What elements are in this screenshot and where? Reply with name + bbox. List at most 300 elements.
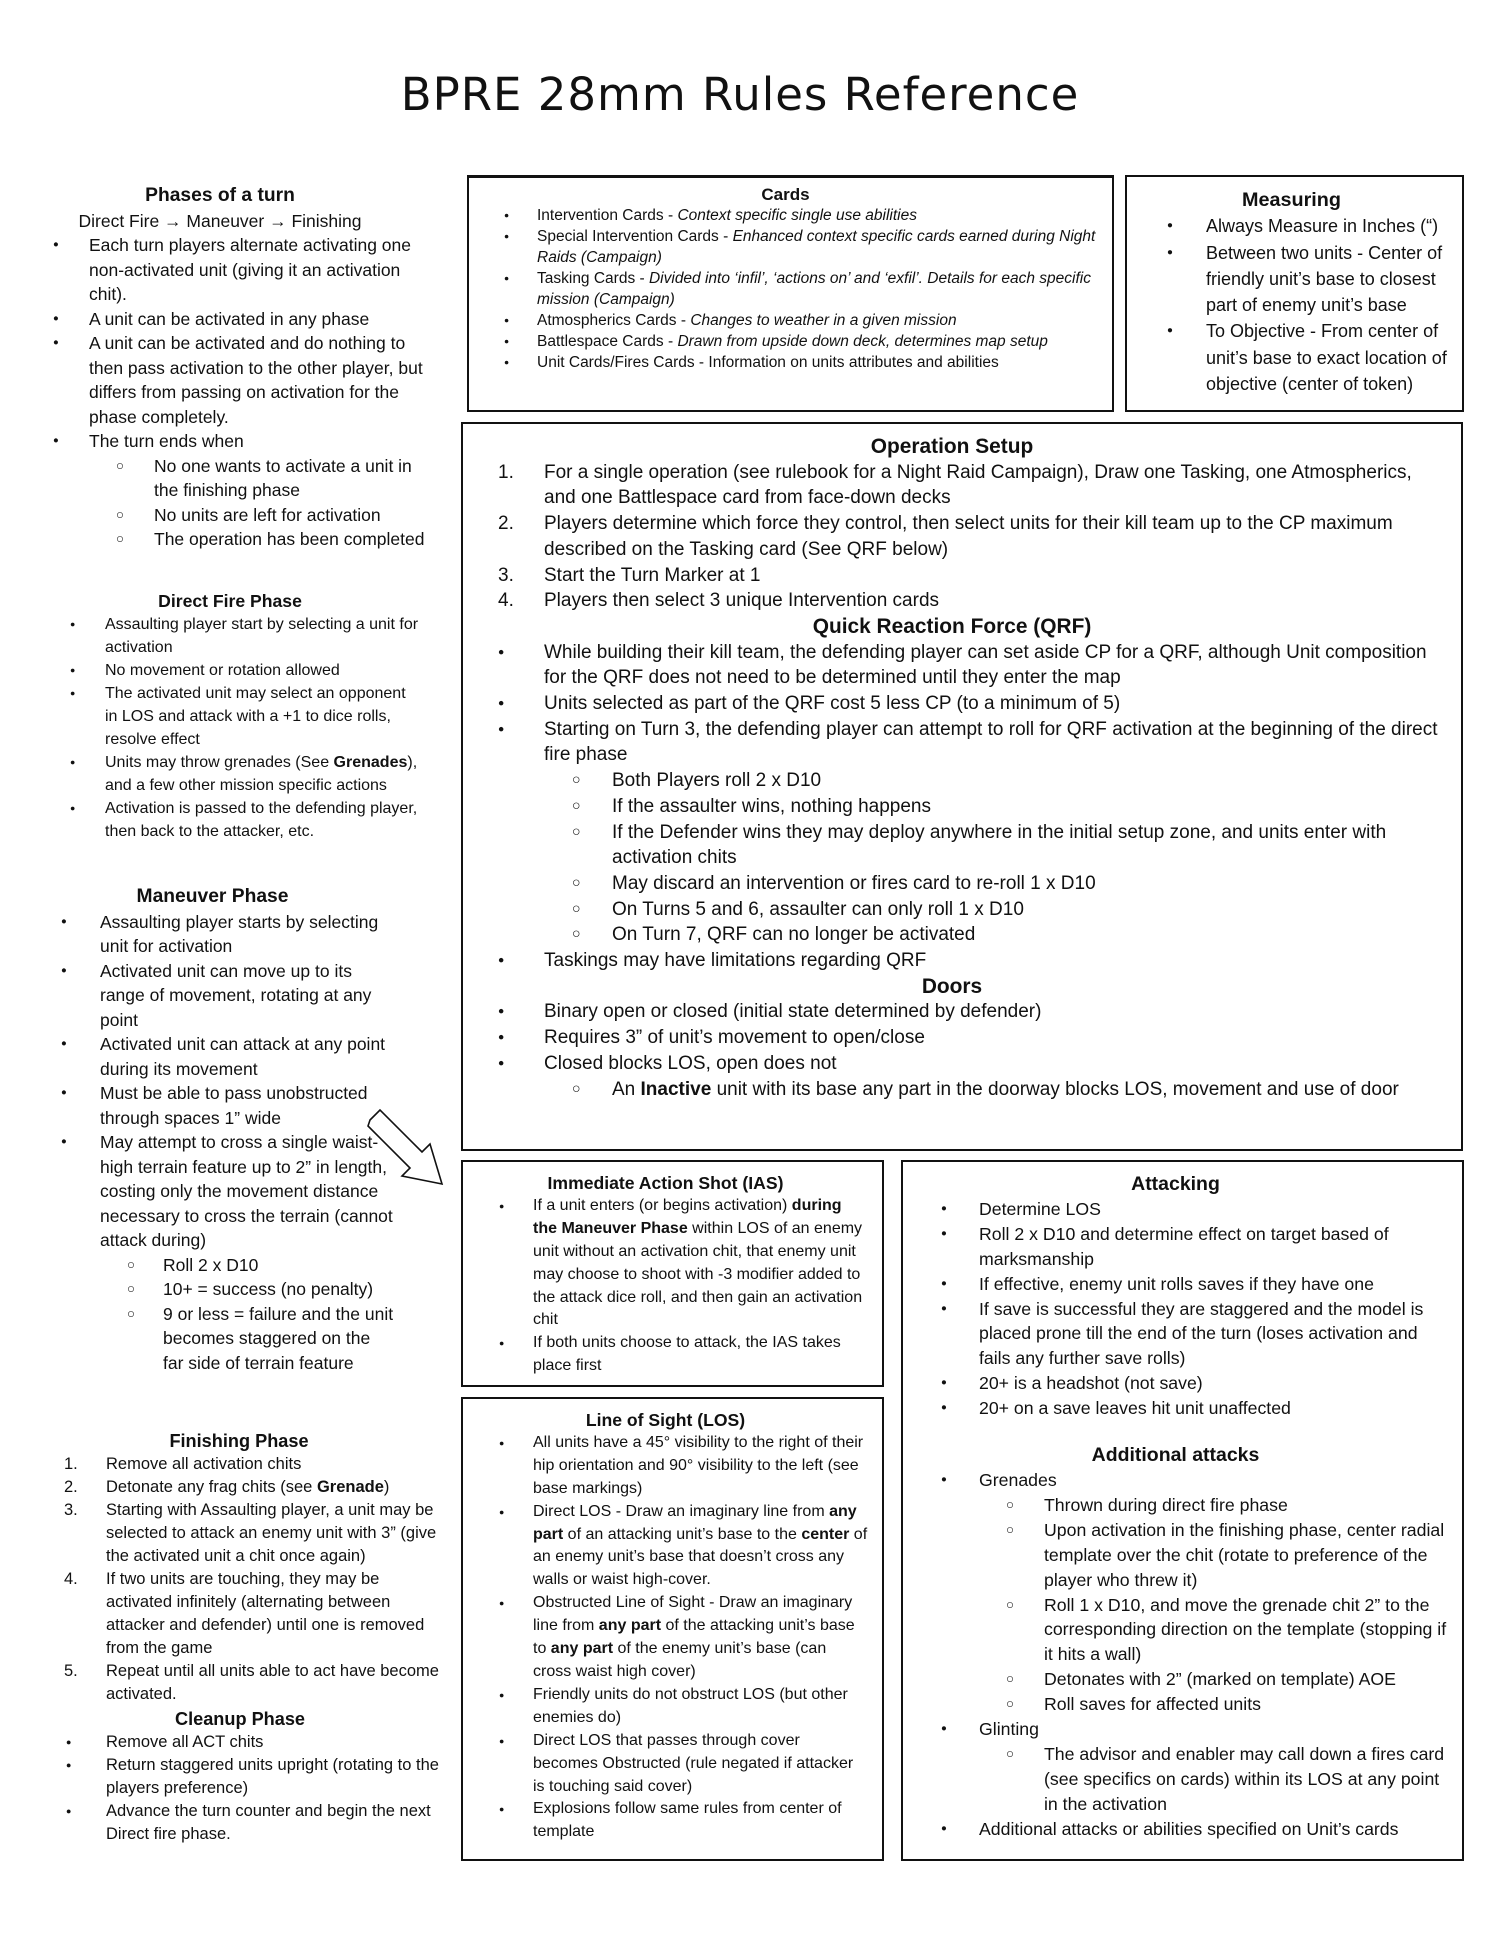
section-heading: Operation Setup xyxy=(870,435,1034,458)
list-item-text xyxy=(1206,243,1442,316)
list-item-text xyxy=(1044,1744,1444,1814)
list-item xyxy=(0,1499,440,1568)
section-heading: Immediate Action Shot (IAS) xyxy=(547,1173,784,1193)
section-heading: Cards xyxy=(761,185,810,204)
list-item-text xyxy=(154,529,424,549)
sub-list-item xyxy=(903,1692,1448,1717)
list-item xyxy=(0,959,395,1033)
list-item xyxy=(463,1798,868,1844)
text-run: If save is successful they are staggered and the model is placed prone till the end of the turn (loses activation and fails any further save rolls) xyxy=(979,1298,1424,1369)
text-run: Detonate any frag chits (see xyxy=(106,1478,317,1496)
text-run: If two units are touching, they may be activated infinitely (alternating between attacker and defender) until one is removed from the game xyxy=(106,1570,425,1657)
list-item-text xyxy=(1044,1495,1288,1515)
text-run: Binary open or closed (initial state determined by defender) xyxy=(544,1001,1042,1023)
text-run: Taskings may have limitations regarding QRF xyxy=(544,950,927,972)
circle-bullet-icon: ○ xyxy=(572,900,581,917)
text-run: The operation has been completed xyxy=(154,529,425,549)
text-run: Divided into ‘infil’, ‘actions on’ and ‘exfil’. Details for each specific mission (Campaign) xyxy=(537,270,1091,308)
text-run: ), and a few other mission specific actions xyxy=(105,754,418,794)
text-run: The activated unit may select an opponent in LOS and attack with a +1 to dice rolls, resolve effect xyxy=(105,685,406,748)
list-item xyxy=(903,1468,1448,1493)
list-item-text xyxy=(537,270,1091,308)
list-item-text xyxy=(544,693,1120,714)
text-run: center xyxy=(801,1525,850,1543)
operation-setup-box xyxy=(461,422,1463,1151)
text-run: While building their kill team, the defending player can set aside CP for a QRF, although Unit composition for the QRF does not need to be determined until they enter the map xyxy=(544,641,1427,689)
text-run: Must be able to pass unobstructed through spaces 1” wide xyxy=(100,1083,368,1128)
list-item-text xyxy=(106,1756,439,1797)
direct-fire-phase-section xyxy=(0,590,420,843)
list-item xyxy=(0,1453,440,1476)
bullet-icon: ● xyxy=(499,1437,505,1448)
text-run: Players determine which force they control, then select units for their kill team up to the CP maximum described on the Tasking card (See QRF below) xyxy=(544,513,1393,560)
text-run: Each turn players alternate activating one non-activated unit (giving it an activation chit). xyxy=(89,235,411,304)
section-heading: Doors xyxy=(921,974,983,998)
list-item xyxy=(0,331,440,429)
list-item-text xyxy=(544,565,760,586)
list-item xyxy=(0,910,395,959)
list-item-text xyxy=(544,719,1438,766)
text-run: Advance the turn counter and begin the next Direct fire phase. xyxy=(106,1802,431,1843)
circle-bullet-icon: ○ xyxy=(127,1256,135,1272)
list-item xyxy=(1127,213,1456,239)
list-item-text xyxy=(544,1053,837,1074)
list-item-text xyxy=(154,505,381,525)
list-item-text xyxy=(533,1434,863,1497)
text-run: Roll 1 x D10, and move the grenade chit 2” to the corresponding direction on the template (stopping if it hits a wall) xyxy=(1044,1594,1447,1665)
list-item-text xyxy=(1044,1595,1446,1665)
circle-bullet-icon: ○ xyxy=(116,457,124,473)
list-item-text xyxy=(100,1132,393,1250)
sub-list-item xyxy=(903,1593,1448,1668)
list-item-text xyxy=(106,1662,439,1703)
text-run: Battlespace Cards - xyxy=(537,333,678,350)
text-run: Glinting xyxy=(979,1719,1039,1740)
text-run: Atmospherics Cards - xyxy=(537,312,691,329)
list-item xyxy=(463,691,1441,717)
bullet-icon: ● xyxy=(70,757,76,767)
bullet-icon: ● xyxy=(70,688,76,698)
list-item xyxy=(463,1501,868,1593)
list-item-text xyxy=(89,431,244,451)
circle-bullet-icon: ○ xyxy=(116,531,124,546)
text-run: The turn ends when xyxy=(89,431,244,451)
list-item-text xyxy=(979,1719,1039,1739)
list-item xyxy=(463,1051,1441,1077)
text-run: If both units choose to attack, the IAS takes place first xyxy=(533,1334,841,1375)
text-run: Activated unit can move up to its range of movement, rotating at any point xyxy=(100,960,372,1030)
ias-section xyxy=(463,1172,868,1378)
text-run: Upon activation in the finishing phase, center radial template over the chit (rotate to preference of the player who threw it) xyxy=(1044,1519,1445,1590)
sub-list-item xyxy=(463,820,1441,871)
text-run: Grenade xyxy=(316,1478,384,1496)
list-item xyxy=(0,1032,395,1081)
list-item-text xyxy=(612,1079,1399,1100)
list-item xyxy=(0,1476,440,1499)
list-item xyxy=(903,1817,1448,1842)
maneuver-phase-section xyxy=(0,885,395,1375)
bullet-icon: ● xyxy=(499,1338,505,1349)
list-item-text xyxy=(106,1802,431,1843)
list-item-text xyxy=(544,950,926,971)
text-run: any part xyxy=(533,1502,857,1543)
text-run: Intervention Cards - xyxy=(537,207,678,224)
list-item xyxy=(0,659,420,682)
list-item-text xyxy=(105,800,417,840)
list-item xyxy=(903,1222,1448,1272)
list-item xyxy=(463,1025,1441,1051)
bullet-icon: ● xyxy=(53,312,59,324)
bullet-icon: ● xyxy=(70,665,76,675)
list-item xyxy=(0,1081,395,1130)
text-run: Explosions follow same rules from center of template xyxy=(533,1800,842,1841)
bullet-icon: ● xyxy=(70,619,76,629)
text-run: Enhanced context specific cards earned during Night Raids (Campaign) xyxy=(537,228,1096,266)
circle-bullet-icon: ○ xyxy=(572,1080,581,1097)
bullet-icon: ● xyxy=(499,1735,505,1746)
list-item-text xyxy=(544,590,939,611)
list-item xyxy=(463,563,1441,589)
text-run: Determine LOS xyxy=(979,1198,1101,1219)
section-heading: Phases of a turn xyxy=(145,185,295,206)
attacking-box xyxy=(901,1160,1464,1861)
list-item xyxy=(463,999,1441,1025)
list-item xyxy=(0,797,420,843)
text-run: If the assaulter wins, nothing happens xyxy=(612,795,931,817)
list-item xyxy=(0,751,420,797)
list-item xyxy=(0,1731,440,1754)
circle-bullet-icon: ○ xyxy=(1006,1745,1015,1761)
bullet-icon: ● xyxy=(504,336,510,346)
list-item-text xyxy=(533,1732,853,1795)
bullet-icon: ● xyxy=(498,1006,505,1018)
text-run: Players then select 3 unique Intervention cards xyxy=(544,590,940,612)
list-item-text xyxy=(1044,1520,1444,1590)
list-item-text xyxy=(544,513,1393,560)
list-item xyxy=(469,331,1102,352)
text-run: Direct LOS that passes through cover becomes Obstructed (rule negated if attacker is touching said cover) xyxy=(533,1731,854,1795)
text-run: Drawn from upside down deck, determines map setup xyxy=(677,333,1048,350)
section-subtitle: Direct Fire → Maneuver → Finishing xyxy=(78,210,362,231)
bullet-icon: ● xyxy=(941,1822,947,1834)
operation-setup-section xyxy=(463,434,1441,614)
bullet-icon: ● xyxy=(941,1473,947,1485)
text-run: Thrown during direct fire phase xyxy=(1044,1494,1288,1515)
bullet-icon: ● xyxy=(499,1804,505,1815)
list-item-text xyxy=(105,685,406,748)
text-run: No movement or rotation allowed xyxy=(105,662,340,679)
bullet-icon: ● xyxy=(941,1402,947,1414)
sub-list-item xyxy=(903,1493,1448,1518)
text-run: Detonates with 2” (marked on template) AOE xyxy=(1044,1669,1396,1690)
text-run: Units may throw grenades (See xyxy=(105,754,334,771)
list-item-text xyxy=(612,899,1024,920)
list-item-text xyxy=(89,235,411,304)
bullet-icon: ● xyxy=(61,915,67,927)
text-run: Requires 3” of unit’s movement to open/close xyxy=(544,1027,925,1049)
circle-bullet-icon: ○ xyxy=(127,1305,135,1321)
text-run: within LOS of an enemy unit without an activation chit, that enemy unit may choose to shoot with -3 modifier added to the attack dice roll, and then gain an activation chit xyxy=(533,1219,863,1329)
circle-bullet-icon: ○ xyxy=(1006,1596,1015,1612)
circle-bullet-icon: ○ xyxy=(116,506,124,522)
text-run: For a single operation (see rulebook for a Night Raid Campaign), Draw one Tasking, one Atmospherics, and one Battlespace card from face-down decks xyxy=(544,461,1412,509)
section-heading: Direct Fire Phase xyxy=(158,591,302,611)
text-run: Unit Cards/Fires Cards - Information on units attributes and abilities xyxy=(537,354,999,371)
text-run: Both Players roll 2 x D10 xyxy=(612,770,822,792)
list-item-text xyxy=(533,1800,842,1840)
list-item xyxy=(463,1332,868,1378)
bullet-icon: ● xyxy=(504,357,510,367)
text-run: A unit can be activated and do nothing to then pass activation to the other player, but differs from passing on activation for the phase completely. xyxy=(89,333,423,427)
bullet-icon: ● xyxy=(504,315,510,325)
list-item xyxy=(469,205,1102,226)
list-item xyxy=(463,1684,868,1730)
text-run: Inactive xyxy=(640,1078,712,1100)
list-item xyxy=(0,1660,440,1706)
bullet-icon: ● xyxy=(70,803,76,813)
list-item-text xyxy=(537,333,1048,350)
list-item-text xyxy=(106,1570,424,1657)
section-heading: Finishing Phase xyxy=(169,1431,309,1451)
list-number: 3. xyxy=(64,1501,78,1519)
bullet-icon: ● xyxy=(1167,246,1173,258)
bullet-icon: ● xyxy=(941,1377,947,1389)
bullet-icon: ● xyxy=(499,1506,505,1517)
list-item-text xyxy=(100,912,378,957)
list-item xyxy=(463,511,1441,562)
list-item xyxy=(0,1130,395,1253)
sub-list-item xyxy=(0,1302,395,1376)
list-item xyxy=(463,717,1441,768)
sub-list-item xyxy=(0,503,440,528)
circle-bullet-icon: ○ xyxy=(127,1281,135,1296)
measuring-box xyxy=(1125,175,1464,412)
list-item-text xyxy=(154,456,412,501)
bullet-icon: ● xyxy=(499,1689,505,1700)
bullet-icon: ● xyxy=(499,1598,505,1609)
list-item-text xyxy=(979,1274,1374,1294)
list-item-text xyxy=(163,1255,258,1275)
bullet-icon: ● xyxy=(66,1760,72,1770)
bullet-icon: ● xyxy=(53,337,59,348)
list-item-text xyxy=(537,312,957,329)
bullet-icon: ● xyxy=(61,1136,67,1147)
text-run: Repeat until all units able to act have become activated. xyxy=(106,1662,439,1703)
circle-bullet-icon: ○ xyxy=(572,926,581,943)
list-item-text xyxy=(612,796,931,817)
list-item xyxy=(903,1717,1448,1742)
text-run: On Turn 7, QRF can no longer be activated xyxy=(612,924,976,946)
list-item xyxy=(463,1730,868,1799)
text-run: An xyxy=(612,1078,641,1100)
text-run: during the Maneuver Phase xyxy=(533,1196,842,1237)
bullet-icon: ● xyxy=(66,1737,72,1747)
doors-section xyxy=(463,974,1441,1103)
list-item-text xyxy=(533,1594,855,1680)
sub-list-item xyxy=(463,794,1441,820)
list-item-text xyxy=(100,961,371,1030)
bullet-icon: ● xyxy=(498,1057,505,1069)
list-item xyxy=(0,1754,440,1800)
cards-box xyxy=(467,175,1114,412)
sub-list-item xyxy=(463,768,1441,794)
qrf-section xyxy=(463,614,1441,974)
text-run: any part xyxy=(550,1640,614,1658)
section-heading: Line of Sight (LOS) xyxy=(585,1410,746,1430)
list-item xyxy=(0,682,420,751)
list-item-text xyxy=(100,1034,385,1079)
list-item xyxy=(0,613,420,659)
text-run: of the enemy unit’s base (can cross waist high cover) xyxy=(533,1640,827,1680)
list-item-text xyxy=(106,1455,301,1473)
list-number: 1. xyxy=(64,1455,78,1473)
bullet-icon: ● xyxy=(941,1723,947,1735)
page-title: BPRE 28mm Rules Reference xyxy=(400,68,1080,121)
text-run: Activation is passed to the defending player, then back to the attacker, etc. xyxy=(105,800,418,840)
list-number: 1. xyxy=(498,461,514,483)
circle-bullet-icon: ○ xyxy=(572,772,581,789)
text-run: Grenades xyxy=(979,1469,1057,1490)
circle-bullet-icon: ○ xyxy=(572,797,581,814)
arrow-icon xyxy=(362,1102,452,1192)
text-run: The advisor and enabler may call down a fires card (see specifics on cards) within its LOS at any point in the activation xyxy=(1044,1743,1445,1814)
bullet-icon: ● xyxy=(53,239,59,250)
list-item-text xyxy=(1044,1694,1261,1714)
text-run: Starting on Turn 3, the defending player can attempt to roll for QRF activation at the beginning of the direct fire phase xyxy=(544,718,1438,766)
section-heading: Attacking xyxy=(1131,1173,1220,1195)
bullet-icon: ● xyxy=(66,1806,72,1816)
list-item xyxy=(463,1432,868,1501)
list-item xyxy=(903,1297,1448,1372)
list-item xyxy=(469,310,1102,331)
list-item-text xyxy=(612,924,975,945)
list-item-text xyxy=(979,1224,1389,1269)
cleanup-phase-section xyxy=(0,1708,440,1846)
sub-list-item xyxy=(0,1277,395,1302)
sub-list-item xyxy=(463,897,1441,923)
measuring-section xyxy=(1127,187,1456,397)
circle-bullet-icon: ○ xyxy=(1006,1696,1015,1712)
text-run: May attempt to cross a single waist-high terrain feature up to 2” in length, costing only the movement distance necessary to cross the terrain (cannot attack during) xyxy=(100,1132,393,1250)
list-item-text xyxy=(163,1279,373,1299)
list-item-text xyxy=(544,642,1427,689)
list-item xyxy=(463,588,1441,614)
bullet-icon: ● xyxy=(498,955,505,967)
cards-section xyxy=(469,184,1102,373)
text-run: of an enemy unit’s base that doesn’t cross any walls or waist high-cover. xyxy=(533,1525,868,1589)
los-box xyxy=(461,1397,884,1861)
list-item xyxy=(903,1371,1448,1396)
list-item-text xyxy=(100,1083,368,1128)
list-item xyxy=(463,460,1441,511)
list-item-text xyxy=(612,770,821,791)
section-heading: Additional attacks xyxy=(1091,1444,1260,1467)
list-item-text xyxy=(105,616,418,656)
text-run: Assaulting player starts by selecting unit for activation xyxy=(100,911,379,956)
list-item-text xyxy=(979,1398,1291,1418)
section-heading: Measuring xyxy=(1242,189,1341,211)
circle-bullet-icon: ○ xyxy=(572,874,581,891)
text-run: 10+ = success (no penalty) xyxy=(163,1279,374,1299)
list-item-text xyxy=(106,1501,436,1565)
text-run: Friendly units do not obstruct LOS (but other enemies do) xyxy=(533,1685,848,1726)
bullet-icon: ● xyxy=(1167,325,1173,337)
list-item-text xyxy=(1044,1669,1396,1689)
text-run: Starting with Assaulting player, a unit may be selected to attack an enemy unit with 3” (give the activated unit a chit once again) xyxy=(106,1501,437,1565)
sub-list-item xyxy=(903,1667,1448,1692)
sub-list-item xyxy=(463,871,1441,897)
list-item-text xyxy=(979,1819,1398,1839)
sub-list-item xyxy=(0,527,440,552)
list-item xyxy=(469,352,1102,373)
text-run: Assaulting player start by selecting a unit for activation xyxy=(105,616,419,656)
list-item-text xyxy=(537,228,1095,266)
sub-list-item xyxy=(903,1518,1448,1593)
text-run: Remove all activation chits xyxy=(106,1455,302,1473)
los-section xyxy=(463,1409,868,1844)
sub-list-item xyxy=(463,922,1441,948)
list-item xyxy=(469,268,1102,310)
bullet-icon: ● xyxy=(941,1302,947,1314)
text-run: Roll saves for affected units xyxy=(1044,1694,1261,1715)
list-item-text xyxy=(544,1027,925,1048)
sub-list-item xyxy=(0,454,440,503)
text-run: Activated unit can attack at any point during its movement xyxy=(100,1034,386,1079)
finishing-phase-section xyxy=(0,1430,440,1706)
attacking-section xyxy=(903,1172,1448,1421)
text-run: Direct LOS - Draw an imaginary line from xyxy=(533,1502,830,1520)
text-run: Units selected as part of the QRF cost 5 less CP (to a minimum of 5) xyxy=(544,693,1121,715)
text-run: Grenades xyxy=(333,754,408,771)
list-item xyxy=(1127,240,1456,319)
list-item-text xyxy=(544,1001,1041,1022)
text-run: 20+ on a save leaves hit unit unaffected xyxy=(979,1398,1291,1419)
list-item-text xyxy=(979,1470,1057,1490)
bullet-icon: ● xyxy=(498,1032,505,1044)
circle-bullet-icon: ○ xyxy=(1006,1671,1015,1687)
text-run: To Objective - From center of unit’s base to exact location of objective (center of token) xyxy=(1206,321,1447,395)
text-run: any part xyxy=(598,1617,662,1635)
text-run: Context specific single use abilities xyxy=(677,207,917,224)
list-item xyxy=(0,307,440,332)
text-run: Always Measure in Inches (“) xyxy=(1206,216,1439,237)
list-item xyxy=(1127,318,1456,397)
ias-box xyxy=(461,1160,884,1387)
text-run: ) xyxy=(383,1478,390,1496)
text-run: On Turns 5 and 6, assaulter can only roll 1 x D10 xyxy=(612,898,1024,920)
bullet-icon: ● xyxy=(61,1087,67,1098)
text-run: of an attacking unit’s base to the xyxy=(563,1525,802,1543)
list-number: 4. xyxy=(498,590,514,612)
section-heading: Quick Reaction Force (QRF) xyxy=(812,614,1092,638)
section-heading: Maneuver Phase xyxy=(136,886,289,907)
list-item-text xyxy=(537,354,999,371)
list-item xyxy=(469,226,1102,268)
list-item-text xyxy=(1206,216,1438,236)
list-item-text xyxy=(106,1478,389,1496)
list-item-text xyxy=(533,1686,848,1726)
list-item-text xyxy=(533,1503,867,1589)
text-run: Remove all ACT chits xyxy=(106,1733,264,1751)
text-run: Changes to weather in a given mission xyxy=(690,312,957,329)
list-item-text xyxy=(537,207,917,224)
list-item-text xyxy=(612,873,1096,894)
bullet-icon: ● xyxy=(941,1277,947,1289)
text-run: of the attacking unit’s base to xyxy=(533,1617,855,1658)
list-item-text xyxy=(979,1199,1101,1219)
text-run: Between two units - Center of friendly unit’s base to closest part of enemy unit’s base xyxy=(1206,242,1443,316)
text-run: Closed blocks LOS, open does not xyxy=(544,1052,837,1074)
